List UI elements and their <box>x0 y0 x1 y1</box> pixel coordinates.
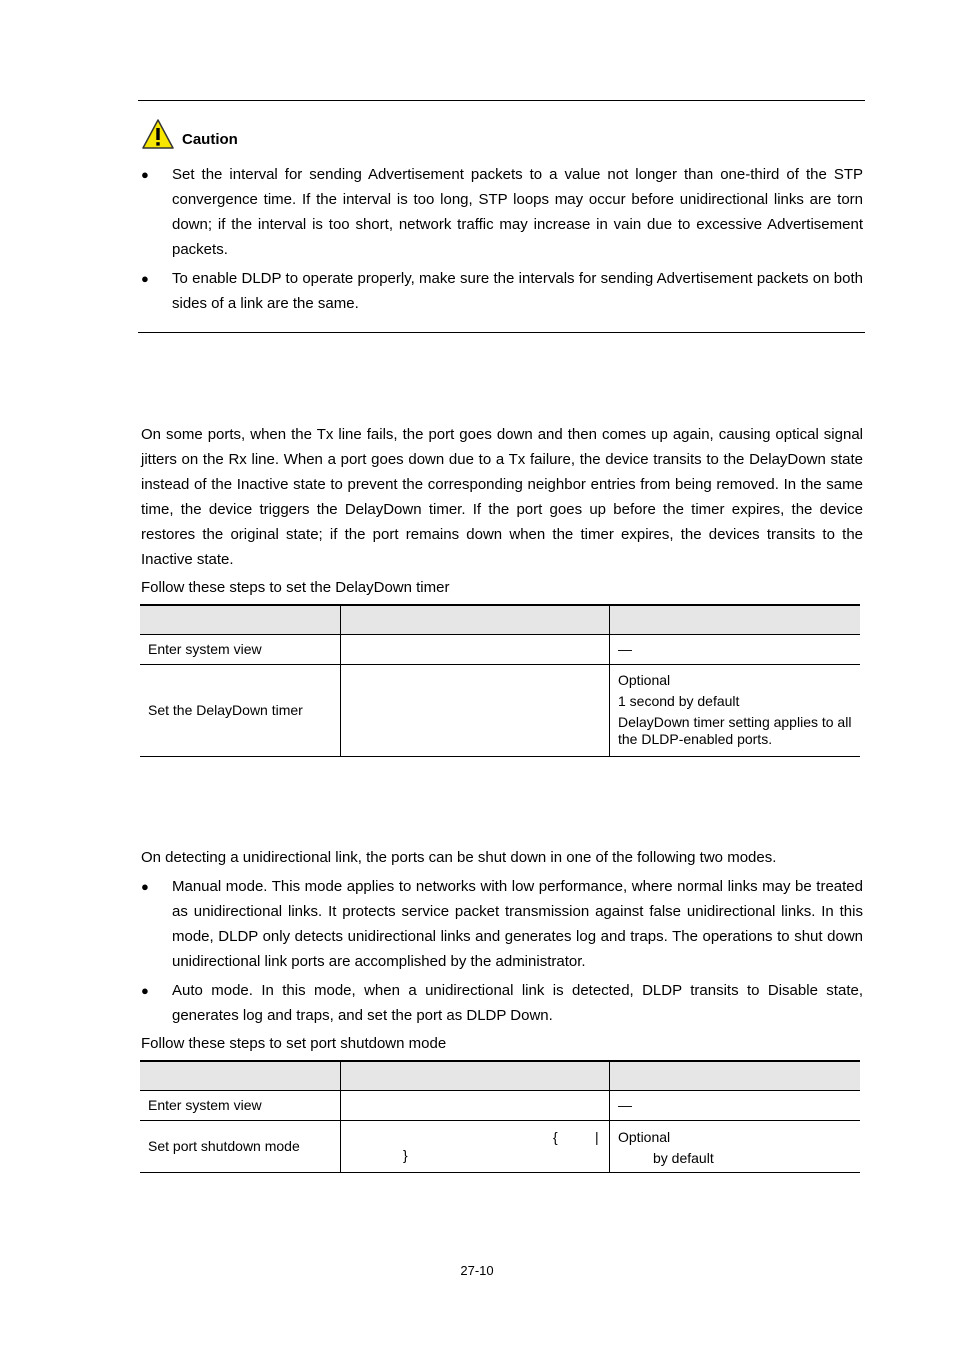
step-cell: Enter system view <box>140 635 341 665</box>
table-header-cell <box>610 1061 861 1091</box>
remark-line: by default <box>653 1149 714 1166</box>
step-cell: Set port shutdown mode <box>140 1121 341 1173</box>
bullet-dot-icon: ● <box>141 983 149 998</box>
remark-cell <box>610 1121 861 1173</box>
remark-line: Optional <box>618 1128 671 1145</box>
bullet-dot-icon: ● <box>141 167 149 182</box>
delaydown-paragraph: On some ports, when the Tx line fails, the port goes down and then comes up again, causing optical signal jitters on the Rx line. When a port goes down due to a Tx failure, the device transits to the DelayDown state instead of the Inactive state to prevent the corresponding neighbor entries from being removed. In the same time, the device triggers the DelayDown timer. If the port goes up before the timer expires, the device restores the original state; if the port remains down when the timer expires, the devices transits to the Inactive state. <box>141 426 863 568</box>
shutdown-bullet <box>141 874 863 974</box>
caution-bullet <box>141 266 863 316</box>
caution-bullet <box>141 162 863 262</box>
command-pipe: | <box>595 1129 599 1145</box>
shutdown-bullet-text: Auto mode. In this mode, when a unidirectional link is detected, DLDP transits to Disable state, generates log and traps, and set the port as DLDP Down. <box>172 982 863 1024</box>
table-header-cell <box>140 1061 341 1091</box>
command-cell <box>341 665 610 757</box>
table-row <box>140 1121 860 1173</box>
caution-bottom-rule <box>138 332 865 333</box>
table-row <box>140 1091 860 1121</box>
delaydown-table-caption: Follow these steps to set the DelayDown timer <box>141 579 450 596</box>
bullet-dot-icon: ● <box>141 271 149 286</box>
remark-cell <box>610 665 861 757</box>
table-row <box>140 635 860 665</box>
warning-icon <box>141 118 175 150</box>
remark-cell: — <box>610 1091 861 1121</box>
table-header-cell <box>610 605 861 635</box>
command-brace-open: { <box>553 1129 558 1145</box>
caution-bullet-text: To enable DLDP to operate properly, make sure the intervals for sending Advertisement packets on both sides of a link are the same. <box>172 270 863 312</box>
caution-bullet-text: Set the interval for sending Advertisement packets to a value not longer than one-third of the STP convergence time. If the interval is too long, STP loops may occur before unidirectional links are torn down; if the interval is too short, network traffic may increase in vain due to excessive Advertisement packets. <box>172 166 863 258</box>
caution-title: Caution <box>182 131 238 148</box>
shutdown-table-caption: Follow these steps to set port shutdown mode <box>141 1035 447 1052</box>
caution-top-rule <box>138 100 865 101</box>
command-cell <box>341 1121 610 1173</box>
command-brace-close: } <box>403 1147 408 1163</box>
shutdown-bullet <box>141 978 863 1028</box>
shutdown-intro: On detecting a unidirectional link, the ports can be shut down in one of the following two modes. <box>141 849 777 866</box>
remark-line: DelayDown timer setting applies to all the DLDP-enabled ports. <box>618 713 852 747</box>
table-row <box>140 665 860 757</box>
remark-line: 1 second by default <box>618 692 740 709</box>
bullet-dot-icon: ● <box>141 879 149 894</box>
shutdown-steps-table <box>140 1060 860 1173</box>
page-number: 27-10 <box>460 1263 494 1278</box>
delaydown-steps-table <box>140 604 860 757</box>
command-cell <box>341 1091 610 1121</box>
table-header-row <box>140 605 860 635</box>
remark-line: Optional <box>618 671 671 688</box>
table-header-row <box>140 1061 860 1091</box>
table-header-cell <box>341 1061 610 1091</box>
command-cell <box>341 635 610 665</box>
remark-cell: — <box>610 635 861 665</box>
step-cell: Set the DelayDown timer <box>140 665 341 757</box>
table-header-cell <box>341 605 610 635</box>
table-header-cell <box>140 605 341 635</box>
shutdown-bullet-text: Manual mode. This mode applies to networks with low performance, where normal links may be treated as unidirectional links. It protects service packet transmission against false unidirectional links. In this mode, DLDP only detects unidirectional links and generates log and traps. The operations to shut down unidirectional link ports are accomplished by the administrator. <box>172 878 863 970</box>
step-cell: Enter system view <box>140 1091 341 1121</box>
